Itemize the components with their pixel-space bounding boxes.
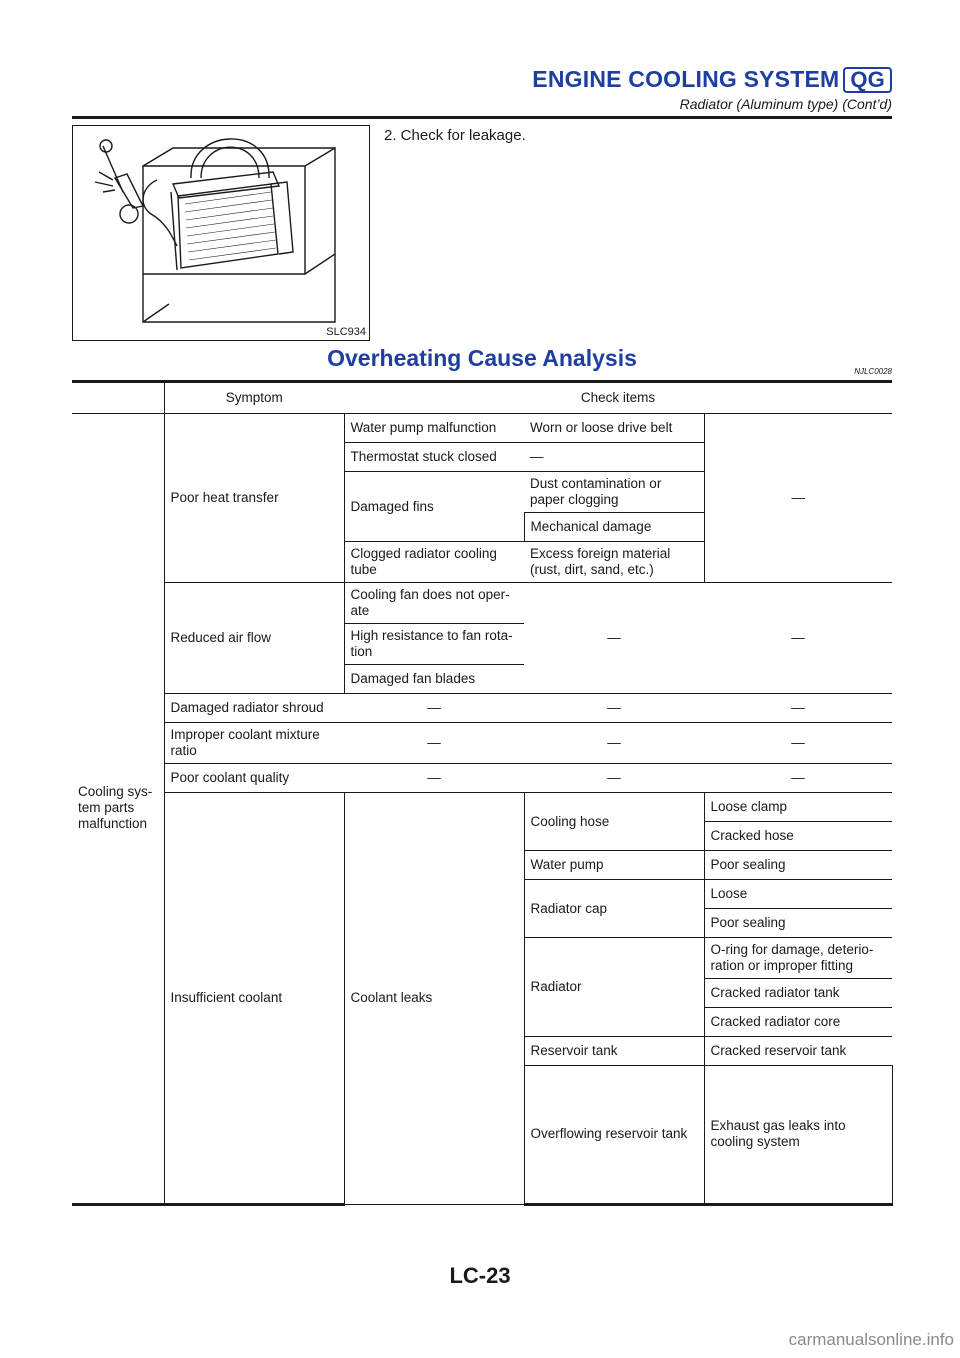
cell-clogged-tube: Clogged radiator cooling tube: [344, 542, 524, 583]
header-check-items: Check items: [344, 382, 892, 414]
cell-excess-foreign: Excess foreign material (rust, dirt, sand, etc.): [524, 542, 704, 583]
cell-cracked-core: Cracked radiator core: [704, 1008, 892, 1037]
table-row: [72, 583, 892, 624]
cell-dash: —: [344, 764, 524, 793]
cell-water-pump: Water pump: [524, 851, 704, 880]
cell-dash: —: [524, 443, 704, 472]
cell-radiator: Radiator: [524, 938, 704, 1037]
cell-dash: —: [344, 723, 524, 764]
cell-water-pump-malfunction: Water pump malfunction: [344, 414, 524, 443]
figure-label: SLC934: [326, 326, 366, 338]
cell-insufficient-coolant: Insufficient coolant: [164, 793, 344, 1205]
cell-dash: —: [704, 694, 892, 723]
cell-thermostat: Thermostat stuck closed: [344, 443, 524, 472]
cell-dust-contamination: Dust contamination or paper clogging: [524, 472, 704, 513]
header-title: [72, 66, 892, 93]
cell-cracked-hose: Cracked hose: [704, 822, 892, 851]
radiator-leak-test-figure: [72, 125, 370, 341]
header-empty-cell: [72, 382, 164, 414]
cell-loose: Loose: [704, 880, 892, 909]
table-row: [72, 764, 892, 793]
cell-loose-clamp: Loose clamp: [704, 793, 892, 822]
cell-fan-not-operate: Cooling fan does not oper- ate: [344, 583, 524, 624]
cell-reduced-air-flow: Reduced air flow: [164, 583, 344, 694]
cell-coolant-leaks: Coolant leaks: [344, 793, 524, 1205]
table-row: [72, 414, 892, 443]
cell-reservoir-tank: Reservoir tank: [524, 1037, 704, 1066]
header-subtitle: Radiator (Aluminum type) (Cont’d): [679, 96, 892, 112]
cell-worn-belt: Worn or loose drive belt: [524, 414, 704, 443]
cell-dash: —: [524, 583, 704, 694]
cell-oring: O-ring for damage, deterio- ration or improper fitting: [704, 938, 892, 979]
cell-poor-sealing: Poor sealing: [704, 851, 892, 880]
overheating-cause-table: [72, 380, 892, 1206]
table-row: [72, 793, 892, 822]
watermark: carmanualsonline.info: [788, 1330, 954, 1349]
engine-code-badge: QG: [843, 67, 892, 93]
cell-dash: —: [704, 723, 892, 764]
cell-damaged-fins: Damaged fins: [344, 472, 524, 542]
section-reference-code: NJLC0028: [854, 367, 892, 376]
header-rule: [72, 116, 892, 119]
table-header-row: [72, 382, 892, 414]
cell-cracked-reservoir: Cracked reservoir tank: [704, 1037, 892, 1066]
cell-poor-heat-transfer: Poor heat transfer: [164, 414, 344, 583]
cell-dash: —: [704, 764, 892, 793]
table-row: [72, 694, 892, 723]
cell-dash: —: [704, 414, 892, 583]
cell-exhaust-leaks: Exhaust gas leaks into cooling system: [704, 1066, 892, 1205]
cell-damaged-blades: Damaged fan blades: [344, 665, 524, 694]
cell-radiator-cap: Radiator cap: [524, 880, 704, 938]
cell-dash: —: [704, 583, 892, 694]
cell-dash: —: [524, 694, 704, 723]
cell-mechanical-damage: Mechanical damage: [524, 513, 704, 542]
table-row: [72, 723, 892, 764]
cell-high-resistance: High resistance to fan rota- tion: [344, 624, 524, 665]
cell-category: Cooling sys- tem parts malfunction: [72, 414, 164, 1205]
header-symptom: Symptom: [164, 382, 344, 414]
cell-dash: —: [524, 723, 704, 764]
cell-dash: —: [524, 764, 704, 793]
cell-poor-coolant-quality: Poor coolant quality: [164, 764, 344, 793]
cell-poor-sealing: Poor sealing: [704, 909, 892, 938]
header-title-text: ENGINE COOLING SYSTEM: [532, 66, 840, 92]
cell-improper-mixture: Improper coolant mixture ratio: [164, 723, 344, 764]
cell-cracked-tank: Cracked radiator tank: [704, 979, 892, 1008]
page-number: LC-23: [449, 1263, 511, 1288]
cell-cooling-hose: Cooling hose: [524, 793, 704, 851]
section-title: Overheating Cause Analysis: [327, 345, 637, 371]
radiator-leak-test-illustration: [73, 126, 369, 340]
cell-overflowing-reservoir: Overflowing reservoir tank: [524, 1066, 704, 1205]
step-check-leakage: 2. Check for leakage.: [384, 127, 526, 144]
cell-dash: —: [344, 694, 524, 723]
cell-radiator-shroud: Damaged radiator shroud: [164, 694, 344, 723]
